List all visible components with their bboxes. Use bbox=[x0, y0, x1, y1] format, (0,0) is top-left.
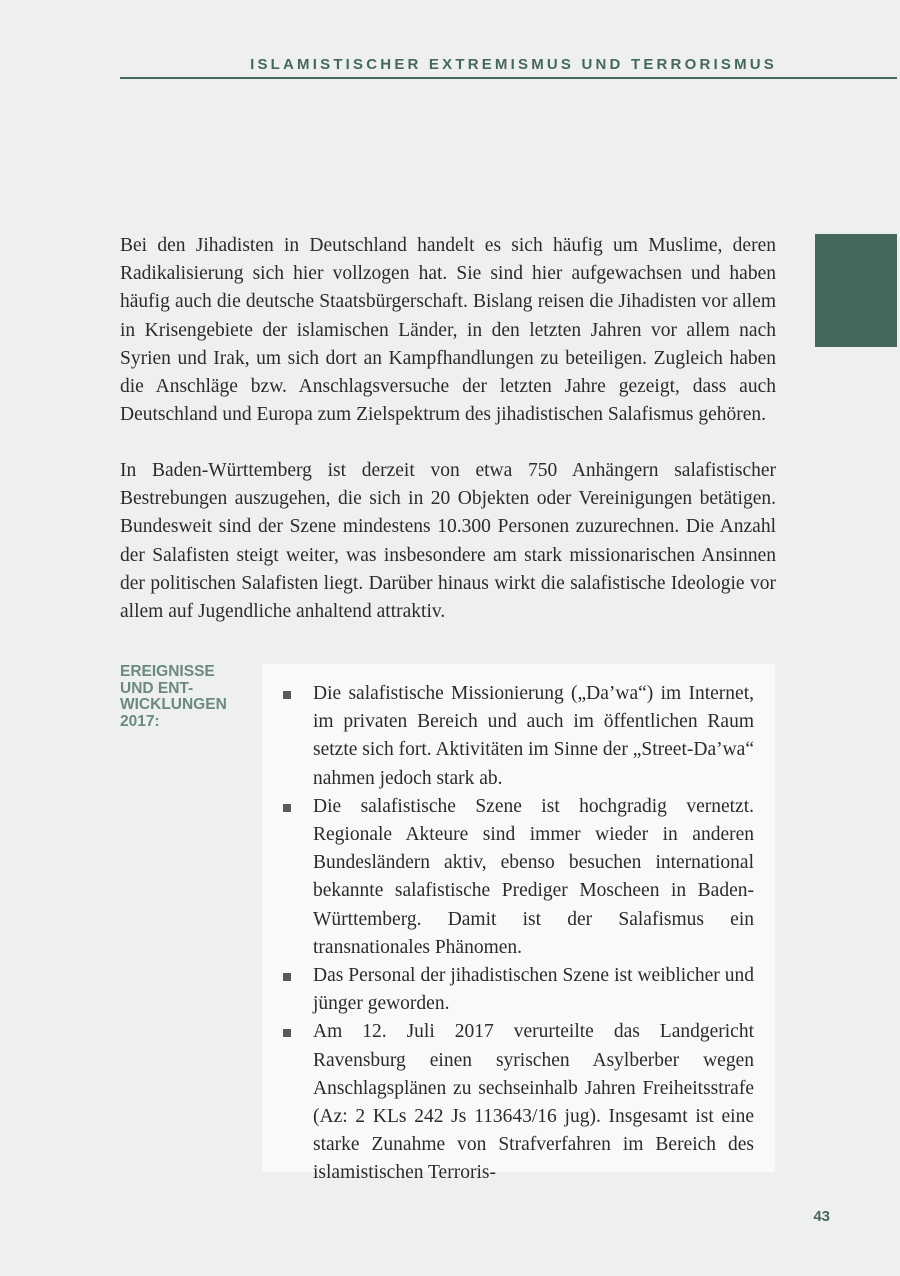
list-item-text: Am 12. Juli 2017 verurteilte das Landgericht Ravensburg einen syrischen Asylberber wegen Anschlagsplänen zu sechseinhalb Jahren Freiheitsstrafe (Az: 2 KLs 242 Js 113643/16 jug). Insgesamt ist eine starke Zunahme von Strafverfahren im Bereich des islamistischen Terroris- bbox=[313, 1021, 754, 1184]
list-item bbox=[262, 1018, 754, 1187]
list-item-text: Die salafistische Szene ist hochgradig vernetzt. Regionale Akteure sind immer wieder in anderen Bundesländern aktiv, ebenso besuchen international bekannte salafistische Prediger Moscheen in Baden-Württemberg. Damit ist der Salafismus ein transnationales Phänomen. bbox=[313, 795, 754, 958]
events-box bbox=[262, 664, 775, 1184]
header-rule bbox=[120, 77, 897, 79]
square-bullet-icon bbox=[283, 973, 291, 981]
chapter-tab-marker bbox=[815, 234, 897, 347]
square-bullet-icon bbox=[283, 1029, 291, 1037]
list-item bbox=[262, 680, 754, 793]
body-paragraph-1: Bei den Jihadisten in Deutschland handelt es sich häufig um Muslime, deren Radikalisierung sich hier vollzogen hat. Sie sind hier aufgewachsen und haben häufig auch die deutsche Staatsbürgerschaft. Bislang reisen die Jihadisten vor allem in Krisengebiete der islamischen Länder, in den letzten Jahren vor allem nach Syrien und Irak, um sich dort an Kampfhandlungen zu beteiligen. Zugleich haben die Anschläge bzw. Anschlagsversuche der letzten Jahre gezeigt, dass auch Deutschland und Europa zum Zielspektrum des jihadistischen Salafismus gehören. bbox=[120, 235, 776, 426]
events-sidehead: EREIGNISSE UND ENT- WICKLUNGEN 2017: bbox=[120, 663, 227, 730]
square-bullet-icon bbox=[283, 804, 291, 812]
events-list bbox=[262, 664, 775, 1188]
body-paragraph-2: In Baden-Württemberg ist derzeit von etwa 750 Anhängern salafistischer Bestrebungen auszugehen, die sich in 20 Objekten oder Vereinigungen betätigen. Bundesweit sind der Szene mindestens 10.300 Personen zuzurechnen. Die Anzahl der Salafisten steigt weiter, was insbesondere am stark missionarischen Ansinnen der politischen Salafisten liegt. Darüber hinaus wirkt die salafistische Ideologie vor allem auf Jugendliche anhaltend attraktiv. bbox=[120, 460, 776, 623]
list-item-text: Die salafistische Missionierung („Da’wa“) im Internet, im privaten Bereich und auch im öffentlichen Raum setzte sich fort. Aktivitäten im Sinne der „Street-Da’wa“ nahmen jedoch stark ab. bbox=[313, 683, 754, 789]
page-number: 43 bbox=[813, 1208, 830, 1225]
list-item bbox=[262, 793, 754, 962]
list-item bbox=[262, 962, 754, 1018]
running-header: ISLAMISTISCHER EXTREMISMUS UND TERRORISMUS bbox=[250, 56, 777, 73]
list-item-text: Das Personal der jihadistischen Szene ist weiblicher und jünger geworden. bbox=[313, 965, 754, 1015]
square-bullet-icon bbox=[283, 691, 291, 699]
